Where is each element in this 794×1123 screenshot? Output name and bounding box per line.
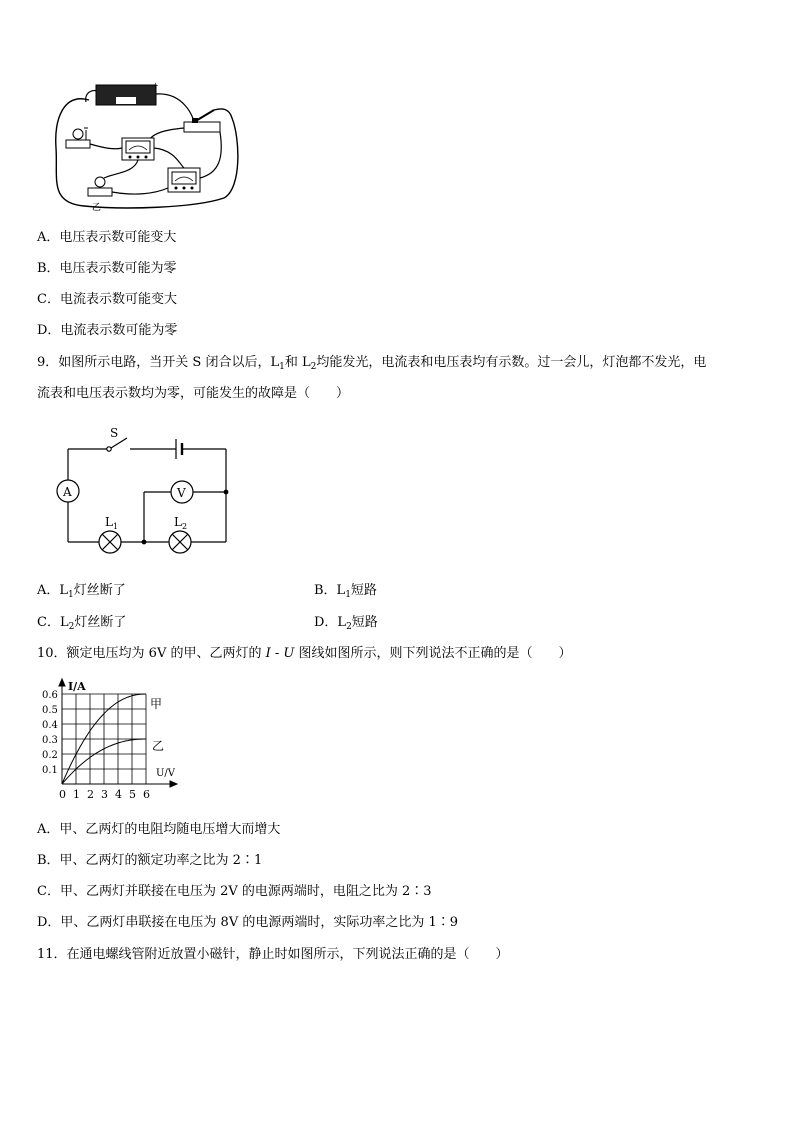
q10-iu-graph xyxy=(40,676,180,804)
meter-2 xyxy=(168,168,200,192)
q9-stem-text-b: 和 L xyxy=(284,355,311,370)
q9-stem-sub-2: 2 xyxy=(310,362,317,372)
x-tick-label: 4 xyxy=(115,788,122,801)
q10-stem-post: 图线如图所示，则下列说法不正确的是（ ） xyxy=(294,646,572,661)
q10-option-b: B．甲、乙两灯的额定功率之比为 2∶1 xyxy=(37,853,263,868)
battery-plus-label: + xyxy=(152,81,159,90)
y-axis-label: I/A xyxy=(68,680,86,693)
ammeter-label: A xyxy=(63,485,72,499)
q8-option-c: C．电流表示数可能变大 xyxy=(37,292,177,307)
lamp-1-sub: 1 xyxy=(112,522,119,531)
q9-option-c-post: 灯丝断了 xyxy=(74,615,127,630)
q10-option-a: A．甲、乙两灯的电阻均随电压增大而增大 xyxy=(37,822,281,837)
q9-option-c-sub: 2 xyxy=(68,622,75,632)
x-tick-label: 1 xyxy=(73,788,80,801)
battery-minus-label: - xyxy=(96,80,99,89)
q9-option-c-pre: C．L xyxy=(37,615,69,630)
lamp-2-label: 乙 xyxy=(92,203,102,213)
q9-option-d-post: 短路 xyxy=(351,615,378,630)
x-tick-label: 2 xyxy=(87,788,94,801)
y-tick-label: 0.3 xyxy=(42,735,58,746)
q10-stem-pre: 10．额定电压均为 6V 的甲、乙两灯的 xyxy=(37,646,266,661)
q9-stem-sub-1: 1 xyxy=(279,362,285,372)
q8-circuit-figure xyxy=(44,78,244,213)
lamp-2-sub: 2 xyxy=(181,522,188,531)
q9-stem-line-2: 流表和电压表示数均为零，可能发生的故障是（ ） xyxy=(37,386,350,401)
lamp-2-letter: L xyxy=(174,515,182,529)
q9-option-b-sub: 1 xyxy=(345,590,351,600)
lamp-1-holder xyxy=(66,128,90,148)
x-axis-arrow xyxy=(170,781,177,787)
curve-yi-label: 乙 xyxy=(152,739,165,753)
switch-label: S xyxy=(110,426,119,440)
q9-stem-text-a: 9．如图所示电路，当开关 S 闭合以后，L xyxy=(37,355,280,370)
y-tick-label: 0.1 xyxy=(42,765,58,776)
q9-stem-text-c: 均能发光，电流表和电压表均有示数。过一会儿，灯泡都不发光，电 xyxy=(316,355,707,370)
y-tick-label: 0.6 xyxy=(42,690,58,701)
q9-option-c xyxy=(37,614,126,632)
x-tick-label: 0 xyxy=(59,788,66,801)
q9-option-b-post: 短路 xyxy=(350,583,377,598)
x-tick-label: 5 xyxy=(129,788,136,801)
y-tick-label: 0.4 xyxy=(42,720,58,731)
lamp-1-label xyxy=(105,515,118,531)
q8-option-a: A．电压表示数可能变大 xyxy=(37,230,177,245)
q9-option-a-pre: A．L xyxy=(37,583,69,598)
q9-option-a xyxy=(37,582,126,600)
voltmeter-label: V xyxy=(177,486,186,500)
q10-option-d: D．甲、乙两灯串联接在电压为 8V 的电源两端时，实际功率之比为 1∶9 xyxy=(37,915,459,930)
q9-option-d xyxy=(314,614,378,632)
q9-stem-line-1 xyxy=(37,354,706,372)
x-tick-label: 3 xyxy=(101,788,108,801)
q11-stem: 11．在通电螺线管附近放置小磁针，静止时如图所示，下列说法正确的是（ ） xyxy=(37,947,509,962)
q9-option-d-sub: 2 xyxy=(346,622,352,632)
knife-switch xyxy=(184,110,220,132)
q10-option-c: C．甲、乙两灯并联接在电压为 2V 的电源两端时，电阻之比为 2∶3 xyxy=(37,884,432,899)
y-tick-label: 0.2 xyxy=(42,750,58,761)
q10-stem-iu: I - U xyxy=(265,646,295,661)
y-tick-label: 0.5 xyxy=(42,705,58,716)
lamp-2-label xyxy=(174,515,187,531)
x-axis-label: U/V xyxy=(156,768,176,779)
y-axis-arrow xyxy=(59,679,65,686)
q9-option-b-pre: B．L xyxy=(314,583,346,598)
q9-option-b xyxy=(314,582,377,600)
q8-option-b: B．电压表示数可能为零 xyxy=(37,261,177,276)
meter-1 xyxy=(122,138,154,160)
curve-jia-label: 甲 xyxy=(150,697,163,711)
q9-circuit-diagram xyxy=(52,422,242,560)
q9-option-a-sub: 1 xyxy=(68,590,74,600)
x-tick-label: 6 xyxy=(143,788,150,801)
q10-stem xyxy=(37,645,572,663)
q9-option-d-pre: D．L xyxy=(314,615,347,630)
q8-option-d: D．电流表示数可能为零 xyxy=(37,323,178,338)
lamp-1-letter: L xyxy=(105,515,113,529)
q9-option-a-post: 灯丝断了 xyxy=(73,583,126,598)
